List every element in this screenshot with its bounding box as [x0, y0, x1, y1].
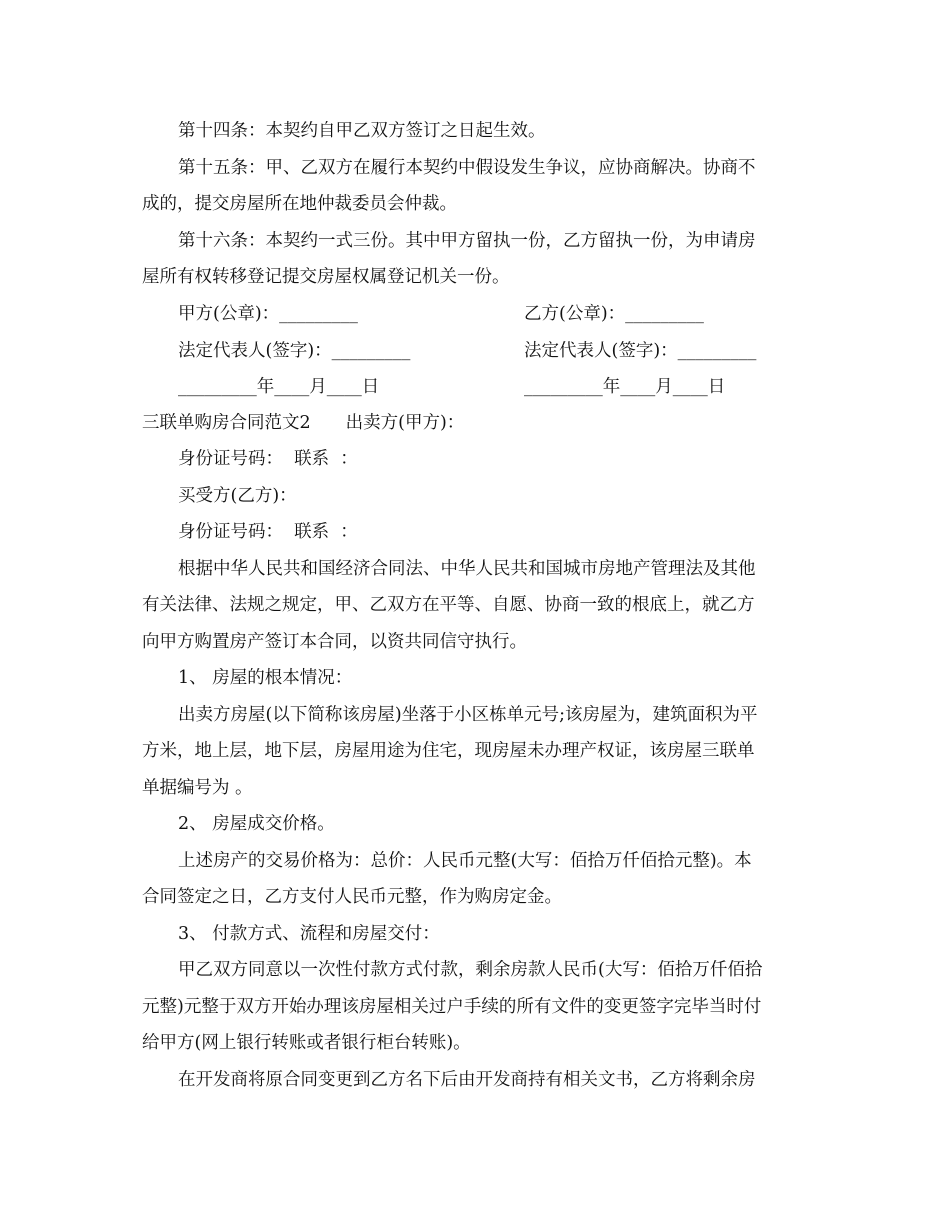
article-15-line1: 第十五条：甲、乙双方在履行本契约中假设发生争议，应协商解决。协商不 — [178, 158, 756, 178]
article-16-line2: 屋所有权转移登记提交房屋权属登记机关一份。 — [142, 267, 510, 287]
item3-line3: 给甲方(网上银行转账或者银行柜台转账)。 — [142, 1033, 471, 1053]
item1-line3: 单据编号为 。 — [142, 778, 253, 798]
item1-line2: 方米，地上层，地下层，房屋用途为住宅，现房屋未办理产权证，该房屋三联单 — [142, 741, 755, 761]
preamble-line3: 向甲方购置房产签订本合同，以资共同信守执行。 — [142, 632, 527, 652]
preamble-line1: 根据中华人民共和国经济合同法、中华人民共和国城市房地产管理法及其他 — [178, 559, 756, 579]
item2-line1: 上述房产的交易价格为：总价：人民币元整(大写：佰拾万仟佰拾元整)。本 — [178, 851, 752, 871]
item3-line1: 甲乙双方同意以一次性付款方式付款，剩余房款人民币(大写：佰拾万仟佰拾 — [178, 960, 763, 980]
party-a-seal: 甲方(公章)：_________ — [178, 304, 358, 324]
party-a-representative: 法定代表人(签字)：_________ — [178, 341, 411, 361]
item1-heading: 1、 房屋的根本情况： — [178, 668, 353, 688]
item2-heading: 2、 房屋成交价格。 — [178, 814, 335, 834]
party-b-representative: 法定代表人(签字)：_________ — [524, 341, 757, 361]
seller-id-contact: 身份证号码： 联系 ： — [178, 449, 358, 469]
item2-line2: 合同签定之日，乙方支付人民币元整，作为购房定金。 — [142, 887, 562, 907]
preamble-line2: 有关法律、法规之规定，甲、乙双方在平等、自愿、协商一致的根底上，就乙方 — [142, 595, 755, 615]
item3-line2: 元整)元整于双方开始办理该房屋相关过户手续的所有文件的变更签字完毕当时付 — [142, 997, 762, 1017]
party-b-date: _________年____月____日 — [524, 377, 726, 397]
article-16-line1: 第十六条：本契约一式三份。其中甲方留执一份，乙方留执一份，为申请房 — [178, 231, 756, 251]
buyer-id-contact: 身份证号码： 联系 ： — [178, 522, 358, 542]
party-b-seal: 乙方(公章)：_________ — [524, 304, 704, 324]
article-14: 第十四条：本契约自甲乙双方签订之日起生效。 — [178, 121, 546, 141]
item1-line1: 出卖方房屋(以下简称该房屋)坐落于小区栋单元号;该房屋为，建筑面积为平 — [178, 705, 758, 725]
buyer-label: 买受方(乙方)： — [178, 486, 297, 506]
item3-line4: 在开发商将原合同变更到乙方名下后由开发商持有相关文书，乙方将剩余房 — [178, 1070, 756, 1090]
party-a-date: _________年____月____日 — [178, 377, 380, 397]
article-15-line2: 成的，提交房屋所在地仲裁委员会仲裁。 — [142, 194, 457, 214]
item3-heading: 3、 付款方式、流程和房屋交付： — [178, 924, 440, 944]
section-title: 三联单购房合同范文2 出卖方(甲方)： — [142, 413, 465, 433]
